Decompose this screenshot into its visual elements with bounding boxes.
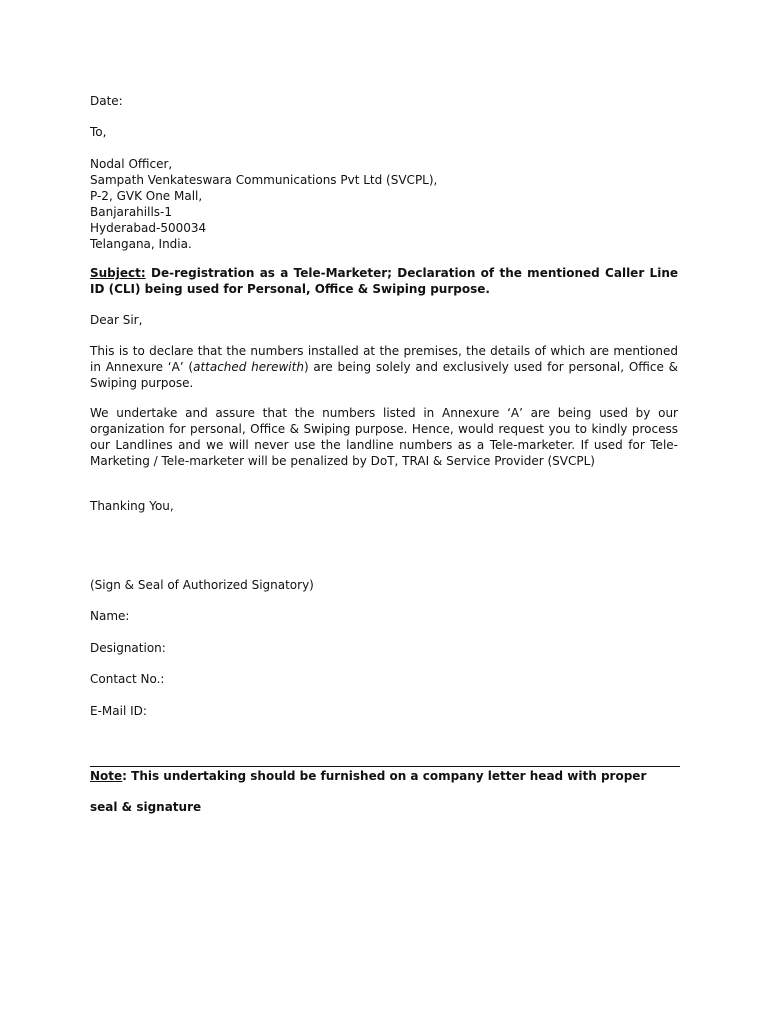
address-line: Telangana, India.	[90, 237, 192, 251]
undertaking-paragraph: We undertake and assure that the numbers listed in Annexure ‘A’ are being used by our organization for personal, Office & Swiping purpose. Hence, would request you to kindly process our Landlines and we will never use the landline numbers as a Tele-marketer. If used for Tele-Marketing / Tele-marketer will be penalized by DoT, TRAI & Service Provider (SVCPL)	[90, 406, 678, 468]
address-line: Banjarahills-1	[90, 205, 172, 219]
signatory-line: (Sign & Seal of Authorized Signatory)	[90, 578, 314, 592]
para1-text: This is to declare that the numbers installed at the premises, the details of which are mentioned in Annexure ‘A’ (	[90, 344, 678, 374]
note-label: Note	[90, 769, 123, 783]
address-line: Sampath Venkateswara Communications Pvt Ltd (SVCPL),	[90, 173, 438, 187]
note-text: : This undertaking should be furnished on a company letter head with proper	[122, 769, 647, 783]
to-label: To,	[90, 125, 107, 139]
declaration-paragraph	[90, 343, 678, 391]
email-field: E-Mail ID:	[90, 704, 147, 718]
address-line: Nodal Officer,	[90, 157, 173, 171]
para1-italic: attached herewith	[193, 360, 304, 374]
note-line	[90, 768, 678, 784]
note-line-2: seal & signature	[90, 800, 202, 814]
name-field: Name:	[90, 609, 130, 623]
address-line: Hyderabad-500034	[90, 221, 207, 235]
para1-text-end: ) are being solely and exclusively used for personal, Office & Swiping purpose.	[90, 360, 678, 390]
subject-text: De-registration as a Tele-Marketer; Declaration of the mentioned Caller Line ID (CLI) being used for Personal, Office & Swiping purpose.	[90, 266, 678, 296]
salutation: Dear Sir,	[90, 313, 143, 327]
subject-label: Subject:	[90, 266, 146, 280]
recipient-address	[90, 156, 678, 252]
divider-line	[90, 766, 680, 767]
address-line: P-2, GVK One Mall,	[90, 189, 203, 203]
contact-field: Contact No.:	[90, 672, 165, 686]
subject-line	[90, 265, 678, 297]
designation-field: Designation:	[90, 641, 166, 655]
closing: Thanking You,	[90, 499, 174, 513]
date-label: Date:	[90, 94, 123, 108]
